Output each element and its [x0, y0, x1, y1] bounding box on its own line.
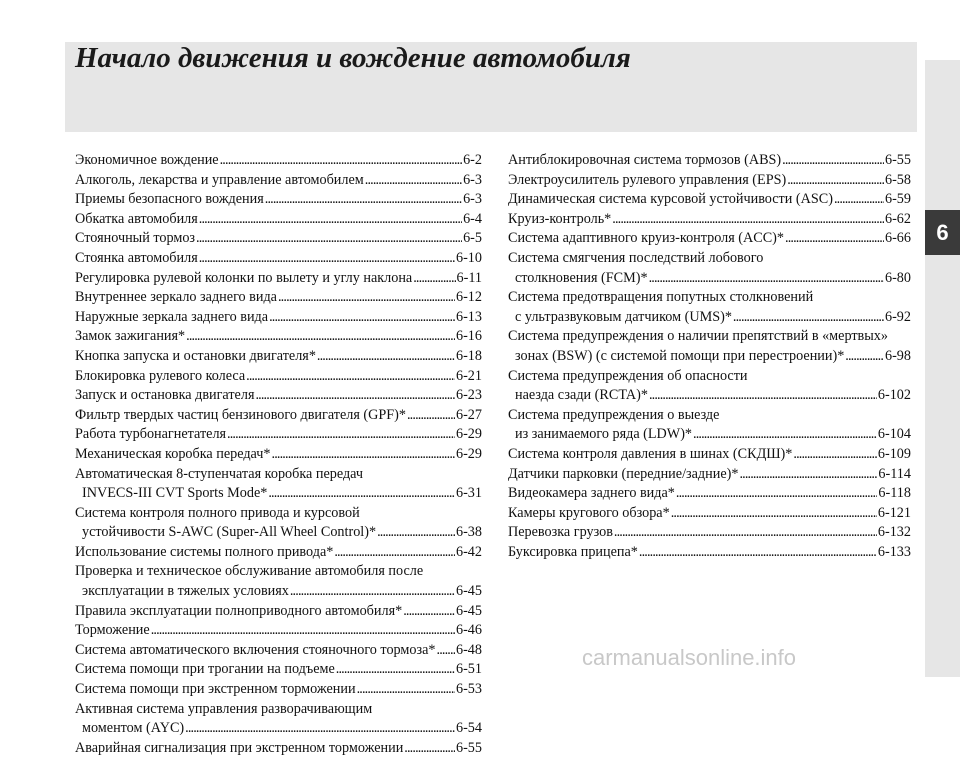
- toc-dot-leader: [334, 543, 455, 563]
- toc-dot-leader: [317, 347, 455, 367]
- toc-entry[interactable]: [508, 523, 911, 543]
- toc-dot-leader: [196, 229, 462, 249]
- toc-entry-line: [508, 386, 911, 406]
- toc-dot-leader: [357, 680, 455, 700]
- toc-entry[interactable]: [508, 171, 911, 191]
- toc-entry-page: 6-5: [463, 230, 482, 247]
- toc-entry-title: наезда сзади (RCTA)*: [515, 387, 648, 404]
- toc-entry[interactable]: [75, 641, 482, 661]
- toc-entry-line: [75, 465, 482, 485]
- toc-entry-line: [508, 347, 911, 367]
- toc-entry-page: 6-109: [877, 445, 911, 462]
- toc-entry-title: Стоянка автомобиля: [75, 249, 198, 266]
- toc-entry-line: [75, 484, 482, 504]
- toc-entry[interactable]: [75, 190, 482, 210]
- toc-dot-leader: [649, 269, 884, 289]
- toc-entry[interactable]: [75, 465, 482, 504]
- toc-entry-line: [508, 308, 911, 328]
- toc-right-column: [508, 151, 911, 562]
- toc-dot-leader: [268, 484, 455, 504]
- toc-entry-title: Система контроля давления в шинах (СКДШ)*: [508, 445, 793, 462]
- toc-entry-page: 6-98: [884, 347, 911, 364]
- toc-entry-title: Наружные зеркала заднего вида: [75, 308, 269, 325]
- toc-entry-title: Камеры кругового обзора*: [508, 504, 670, 521]
- toc-entry[interactable]: [75, 171, 482, 191]
- toc-dot-leader: [403, 602, 455, 622]
- toc-left-column: [75, 151, 482, 758]
- toc-dot-leader: [612, 210, 884, 230]
- toc-dot-leader: [336, 660, 455, 680]
- toc-dot-leader: [649, 386, 877, 406]
- toc-entry-line: [75, 151, 482, 171]
- toc-dot-leader: [151, 621, 455, 641]
- toc-entry-page: 6-51: [455, 661, 482, 678]
- toc-dot-leader: [437, 641, 455, 661]
- toc-dot-leader: [614, 523, 877, 543]
- toc-entry[interactable]: [508, 484, 911, 504]
- toc-entry-title: Приемы безопасного вождения: [75, 191, 264, 208]
- toc-entry-title: Механическая коробка передач*: [75, 445, 271, 462]
- toc-entry-title: Система смягчения последствий лобового: [508, 249, 764, 266]
- toc-entry-line: [508, 425, 911, 445]
- toc-entry-page: 6-104: [877, 426, 911, 443]
- toc-entry-title: устойчивости S-AWC (Super-All Wheel Control)*: [82, 524, 377, 541]
- toc-entry-page: 6-58: [884, 171, 911, 188]
- toc-entry-line: [508, 327, 911, 347]
- toc-entry-line: [75, 229, 482, 249]
- toc-entry-line: [508, 504, 911, 524]
- toc-entry-line: [75, 308, 482, 328]
- toc-entry[interactable]: [75, 229, 482, 249]
- toc-entry-page: 6-31: [455, 485, 482, 502]
- toc-entry-line: [75, 621, 482, 641]
- toc-entry-page: 6-23: [455, 387, 482, 404]
- toc-entry-line: [75, 425, 482, 445]
- toc-entry-line: [508, 151, 911, 171]
- toc-entry-page: 6-38: [455, 524, 482, 541]
- toc-entry-line: [75, 719, 482, 739]
- toc-entry-page: 6-10: [455, 249, 482, 266]
- toc-dot-leader: [785, 229, 884, 249]
- toc-dot-leader: [365, 171, 462, 191]
- toc-dot-leader: [793, 445, 877, 465]
- toc-entry[interactable]: [75, 543, 482, 563]
- toc-entry[interactable]: [508, 406, 911, 445]
- toc-entry-title: INVECS-III CVT Sports Mode*: [82, 485, 268, 502]
- toc-entry-page: 6-4: [463, 210, 482, 227]
- toc-entry-title: Антиблокировочная система тормозов (ABS): [508, 152, 782, 168]
- toc-entry[interactable]: [75, 288, 482, 308]
- toc-entry-page: 6-118: [878, 485, 911, 502]
- toc-entry-title: Обкатка автомобиля: [75, 210, 198, 227]
- toc-entry[interactable]: [75, 680, 482, 700]
- toc-entry-title: Правила эксплуатации полноприводного автомобиля*: [75, 602, 403, 619]
- toc-entry-page: 6-42: [455, 543, 482, 560]
- toc-dot-leader: [269, 308, 455, 328]
- toc-entry-title: Динамическая система курсовой устойчивости (ASC): [508, 191, 833, 208]
- toc-entry[interactable]: [508, 327, 911, 366]
- toc-entry[interactable]: [75, 621, 482, 641]
- toc-entry[interactable]: [508, 465, 911, 485]
- toc-entry-title: Датчики парковки (передние/задние)*: [508, 465, 739, 482]
- toc-entry-title: с ультразвуковым датчиком (UMS)*: [515, 308, 732, 325]
- toc-dot-leader: [220, 151, 462, 171]
- toc-entry-page: 6-55: [455, 739, 482, 756]
- toc-entry[interactable]: [75, 406, 482, 426]
- toc-entry[interactable]: [508, 210, 911, 230]
- toc-entry-page: 6-12: [455, 289, 482, 306]
- toc-entry-title: Система адаптивного круиз-контроля (ACC)*: [508, 230, 784, 247]
- toc-dot-leader: [186, 327, 455, 347]
- toc-entry-line: [508, 367, 911, 387]
- toc-entry-line: [508, 269, 911, 289]
- toc-entry-title: Система предупреждения о наличии препятствий в «мертвых»: [508, 328, 888, 345]
- toc-entry-title: Запуск и остановка двигателя: [75, 387, 255, 404]
- toc-entry-page: 6-11: [456, 269, 482, 286]
- toc-entry[interactable]: [75, 700, 482, 739]
- toc-entry-title: Система автоматического включения стояночного тормоза*: [75, 641, 436, 658]
- toc-entry-title: Аварийная сигнализация при экстренном торможении: [75, 739, 404, 756]
- toc-entry-title: Использование системы полного привода*: [75, 543, 334, 560]
- toc-entry-title: Система предупреждения об опасности: [508, 367, 748, 384]
- toc-entry-page: 6-48: [455, 641, 482, 658]
- toc-entry[interactable]: [75, 425, 482, 445]
- toc-entry[interactable]: [75, 739, 482, 758]
- toc-entry-page: 6-45: [455, 602, 482, 619]
- page-title: Начало движения и вождение автомобиля: [75, 42, 631, 74]
- toc-entry-page: 6-54: [455, 720, 482, 737]
- toc-entry[interactable]: [508, 249, 911, 288]
- toc-entry-line: [508, 484, 911, 504]
- toc-entry-line: [75, 406, 482, 426]
- toc-entry-title: Система помощи при экстренном торможении: [75, 681, 356, 698]
- toc-entry-line: [508, 171, 911, 191]
- toc-entry-line: [75, 543, 482, 563]
- toc-entry-page: 6-3: [463, 191, 482, 208]
- toc-entry-page: 6-53: [455, 681, 482, 698]
- toc-entry[interactable]: [75, 562, 482, 601]
- toc-entry-title: Торможение: [75, 622, 150, 639]
- toc-entry-page: 6-133: [877, 543, 911, 560]
- toc-entry[interactable]: [75, 367, 482, 387]
- toc-entry[interactable]: [508, 151, 911, 171]
- toc-entry[interactable]: [508, 190, 911, 210]
- toc-dot-leader: [199, 249, 455, 269]
- toc-entry[interactable]: [75, 327, 482, 347]
- toc-entry-page: 6-59: [884, 191, 911, 208]
- toc-entry-line: [75, 249, 482, 269]
- toc-entry-page: 6-2: [463, 152, 482, 168]
- toc-dot-leader: [733, 308, 884, 328]
- toc-entry-line: [75, 562, 482, 582]
- toc-entry-page: 6-29: [455, 445, 482, 462]
- toc-entry-title: эксплуатации в тяжелых условиях: [82, 583, 289, 600]
- toc-entry-line: [508, 406, 911, 426]
- toc-entry-title: Система контроля полного привода и курсовой: [75, 504, 360, 521]
- toc-entry[interactable]: [75, 151, 482, 171]
- toc-entry-title: Буксировка прицепа*: [508, 543, 638, 560]
- toc-entry-page: 6-16: [455, 328, 482, 345]
- toc-entry-line: [75, 269, 482, 289]
- toc-dot-leader: [834, 190, 884, 210]
- toc-entry-title: моментом (AYC): [82, 720, 185, 737]
- toc-entry-line: [75, 523, 482, 543]
- toc-entry[interactable]: [508, 367, 911, 406]
- toc-dot-leader: [290, 582, 455, 602]
- toc-entry-line: [75, 641, 482, 661]
- toc-entry-line: [75, 171, 482, 191]
- toc-entry-title: Система предупреждения о выезде: [508, 406, 720, 423]
- toc-entry-page: 6-114: [878, 465, 911, 482]
- toc-entry[interactable]: [75, 602, 482, 622]
- toc-entry-title: Система предотвращения попутных столкновений: [508, 289, 814, 306]
- toc-entry-line: [75, 582, 482, 602]
- toc-entry-line: [75, 504, 482, 524]
- toc-dot-leader: [845, 347, 884, 367]
- toc-entry-title: из занимаемого ряда (LDW)*: [515, 426, 693, 443]
- toc-entry-line: [508, 249, 911, 269]
- toc-entry-page: 6-121: [877, 504, 911, 521]
- toc-dot-leader: [676, 484, 878, 504]
- toc-entry-title: Круиз-контроль*: [508, 210, 612, 227]
- toc-entry-line: [75, 680, 482, 700]
- toc-entry[interactable]: [508, 445, 911, 465]
- toc-entry[interactable]: [75, 347, 482, 367]
- toc-dot-leader: [407, 406, 455, 426]
- toc-dot-leader: [199, 210, 462, 230]
- toc-entry-line: [508, 210, 911, 230]
- toc-entry-title: Система помощи при трогании на подъеме: [75, 661, 335, 678]
- toc-entry[interactable]: [508, 504, 911, 524]
- toc-entry-title: Регулировка рулевой колонки по вылету и углу наклона: [75, 269, 413, 286]
- toc-entry-line: [75, 210, 482, 230]
- toc-entry-page: 6-13: [455, 308, 482, 325]
- toc-entry[interactable]: [508, 543, 911, 563]
- toc-entry-line: [508, 445, 911, 465]
- toc-dot-leader: [185, 719, 455, 739]
- toc-entry-line: [508, 465, 911, 485]
- toc-entry-page: 6-18: [455, 347, 482, 364]
- toc-entry-title: Экономичное вождение: [75, 152, 219, 168]
- toc-entry-line: [75, 445, 482, 465]
- toc-dot-leader: [265, 190, 462, 210]
- toc-entry[interactable]: [75, 269, 482, 289]
- toc-entry-page: 6-29: [455, 426, 482, 443]
- toc-entry-line: [75, 327, 482, 347]
- toc-entry-page: 6-132: [877, 524, 911, 541]
- toc-entry-title: Внутреннее зеркало заднего вида: [75, 289, 277, 306]
- toc-dot-leader: [671, 504, 877, 524]
- toc-entry-line: [75, 347, 482, 367]
- toc-dot-leader: [739, 465, 877, 485]
- toc-entry-title: Видеокамера заднего вида*: [508, 485, 675, 502]
- toc-entry[interactable]: [75, 210, 482, 230]
- toc-dot-leader: [278, 288, 455, 308]
- toc-entry[interactable]: [75, 308, 482, 328]
- toc-entry-page: 6-80: [884, 269, 911, 286]
- toc-entry[interactable]: [508, 229, 911, 249]
- toc-entry-line: [75, 367, 482, 387]
- toc-entry-page: 6-3: [463, 171, 482, 188]
- toc-entry-line: [75, 602, 482, 622]
- watermark: carmanualsonline.info: [582, 645, 797, 670]
- toc-entry-title: Проверка и техническое обслуживание автомобиля после: [75, 563, 424, 580]
- toc-entry-title: Работа турбонагнетателя: [75, 426, 227, 443]
- toc-entry-page: 6-27: [455, 406, 482, 423]
- toc-entry-title: Активная система управления разворачивающим: [75, 700, 373, 717]
- toc-entry-line: [75, 739, 482, 758]
- toc-dot-leader: [787, 171, 884, 191]
- toc-entry[interactable]: [75, 660, 482, 680]
- toc-entry-title: Блокировка рулевого колеса: [75, 367, 246, 384]
- toc-entry-title: Алкоголь, лекарства и управление автомобилем: [75, 171, 364, 188]
- toc-entry-title: Кнопка запуска и остановки двигателя*: [75, 347, 316, 364]
- toc-entry-title: Электроусилитель рулевого управления (EPS): [508, 171, 787, 188]
- toc-entry-line: [508, 288, 911, 308]
- toc-entry-title: Перевозка грузов: [508, 524, 613, 541]
- toc-dot-leader: [377, 523, 455, 543]
- toc-entry-line: [75, 190, 482, 210]
- toc-entry[interactable]: [75, 445, 482, 465]
- toc-entry-line: [75, 700, 482, 720]
- chapter-tab: 6: [925, 210, 960, 255]
- toc-dot-leader: [693, 425, 877, 445]
- toc-dot-leader: [227, 425, 455, 445]
- toc-dot-leader: [246, 367, 455, 387]
- toc-entry-page: 6-62: [884, 210, 911, 227]
- toc-entry-title: Автоматическая 8-ступенчатая коробка передач: [75, 465, 364, 482]
- toc-entry-title: Фильтр твердых частиц бензинового двигателя (GPF)*: [75, 406, 406, 423]
- toc-entry[interactable]: [75, 504, 482, 543]
- toc-dot-leader: [782, 151, 884, 171]
- toc-entry-line: [508, 190, 911, 210]
- toc-entry-page: 6-102: [877, 387, 911, 404]
- toc-entry[interactable]: [508, 288, 911, 327]
- toc-entry-page: 6-46: [455, 622, 482, 639]
- toc-entry-line: [508, 543, 911, 563]
- toc-entry-line: [508, 229, 911, 249]
- toc-dot-leader: [639, 543, 877, 563]
- toc-entry-page: 6-92: [884, 308, 911, 325]
- toc-entry-line: [508, 523, 911, 543]
- toc-entry[interactable]: [75, 249, 482, 269]
- toc-dot-leader: [255, 386, 455, 406]
- toc-dot-leader: [413, 269, 455, 289]
- toc-entry-page: 6-55: [884, 152, 911, 168]
- toc-entry-title: Стояночный тормоз: [75, 230, 196, 247]
- side-tab-strip: [925, 60, 960, 677]
- toc-entry-page: 6-66: [884, 230, 911, 247]
- toc-entry-line: [75, 660, 482, 680]
- toc-entry-page: 6-21: [455, 367, 482, 384]
- toc-entry-title: зонах (BSW) (с системой помощи при перестроении)*: [515, 347, 845, 364]
- toc-entry-title: Замок зажигания*: [75, 328, 186, 345]
- toc-entry-line: [75, 386, 482, 406]
- toc-entry-page: 6-45: [455, 583, 482, 600]
- toc-entry-line: [75, 288, 482, 308]
- toc-dot-leader: [404, 739, 455, 758]
- toc-dot-leader: [272, 445, 455, 465]
- toc-entry[interactable]: [75, 386, 482, 406]
- toc-entry-title: столкновения (FCM)*: [515, 269, 648, 286]
